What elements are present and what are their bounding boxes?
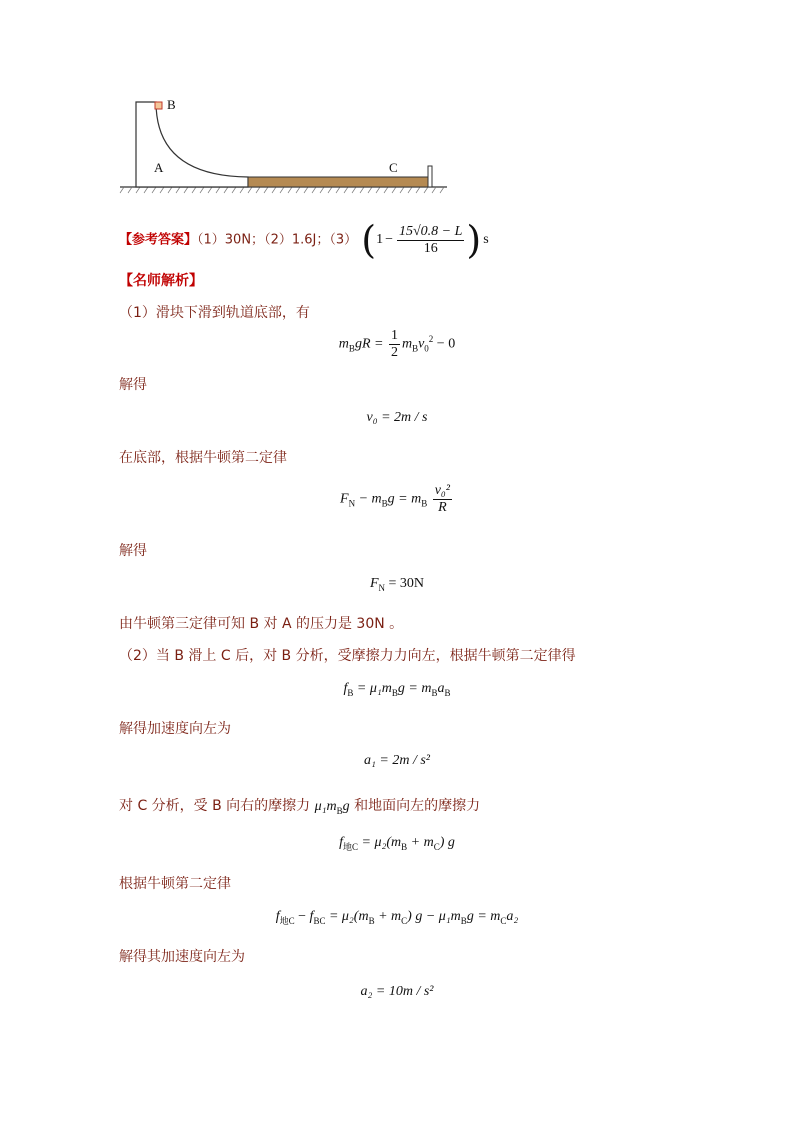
answer-part2: （2）1.6J； [264, 232, 330, 248]
eq3-f: F [340, 491, 349, 507]
eq3-fraction [433, 483, 452, 516]
analysis-c-pre: 对 C 分析，受 B 向右的摩擦力 [119, 798, 311, 814]
answer-part1: （1）30N； [197, 232, 265, 248]
eq1-v: v [418, 336, 425, 352]
equation-normal-force [0, 483, 794, 516]
answer-unit: s [483, 232, 489, 247]
fn-sub: N [378, 582, 386, 593]
answer-line [119, 218, 489, 262]
eq8-f2: f [309, 909, 314, 924]
eq8-bsub2: B [460, 915, 467, 926]
label-a: A [154, 160, 164, 175]
eq8-f1: f [275, 909, 280, 924]
eq8-csub: C [401, 915, 408, 926]
analysis-header: 【名师解析】 [119, 273, 203, 289]
eq1-v-sub: 0 [424, 343, 429, 354]
label-b: B [167, 97, 176, 112]
equation-c-newton: $f_{地C} - f_{BC} = \mu_2(m_B + m_C) g - \mu_1m_Bg = m_Ca_2$ [275, 909, 519, 926]
equation-friction-b [0, 681, 794, 698]
analysis-p1: （1）滑块下滑到轨道底部，有 [119, 305, 310, 321]
answer-fraction [397, 224, 464, 257]
eq1-den: 2 [390, 345, 398, 360]
fn-eq: = [388, 576, 397, 591]
eq8-tail3: g = m [466, 909, 501, 924]
eq8-f2sub: BC [313, 915, 326, 926]
eq7-f: f [339, 835, 343, 850]
expr-minus: − [385, 232, 393, 247]
eq8-tail4: a₂ [506, 909, 519, 924]
solve-4: 解得其加速度向左为 [119, 949, 245, 965]
equation-energy [0, 328, 794, 361]
answer-header: 【参考答案】 [119, 232, 198, 248]
answer-part3: （3） [329, 232, 358, 248]
eq8-text: = μ₂(m [328, 909, 369, 924]
eq5-sub2: B [431, 687, 438, 698]
eq3-mid: − m [358, 491, 382, 507]
expr-numerator: 15√0.8 − L [399, 223, 463, 239]
analysis-p2: （2）当 B 滑上 C 后，对 B 分析，受摩擦力力向左，根据牛顿第二定律得 [119, 648, 576, 664]
eq1-rest: gR = [354, 336, 384, 352]
eq7-b: B [401, 841, 408, 852]
inline-friction [315, 799, 350, 814]
eq5-f: f [343, 681, 348, 696]
eq5-mid: g = m [397, 681, 432, 696]
eq1-m: m [338, 336, 349, 352]
eq1-fraction [389, 328, 400, 361]
eq1-v-sup: 2 [428, 334, 434, 345]
eq3-bsub: B [421, 498, 428, 509]
solve-2: 解得 [119, 543, 147, 559]
eq8-f1sub: 地C [279, 915, 295, 926]
eq5-a: a [437, 681, 445, 696]
eq8-csub2: C [500, 915, 507, 926]
expr-denominator: 16 [423, 240, 438, 256]
equation-v0: v₀ = 2m / s [366, 410, 428, 425]
left-paren: ( [361, 218, 377, 262]
eq3-den: R [438, 500, 447, 515]
eq8-tail: + m [378, 909, 402, 924]
eq1-sub: B [348, 343, 355, 354]
eq7-rest: = μ₂(m [361, 835, 402, 850]
inline-sub: B [336, 805, 343, 816]
solve-1: 解得 [119, 377, 147, 393]
equation-fn-value [0, 576, 794, 593]
eq5-asub: B [444, 687, 451, 698]
eq8-tail2: ) g − μ₁m [407, 909, 461, 924]
answer-expression [361, 218, 488, 262]
eq3-msub: B [381, 498, 388, 509]
eq5-fsub: B [347, 687, 354, 698]
eq7-end: ) g [439, 835, 455, 850]
eq5-text: = μ₁m [356, 681, 392, 696]
analysis-c [119, 795, 480, 816]
inline-g: g [342, 799, 350, 814]
eq3-g: g = m [387, 491, 422, 507]
eq7-fsub: 地C [342, 841, 358, 852]
expr-one: 1 [376, 232, 384, 247]
right-paren: ) [466, 218, 482, 262]
analysis-third-law: 由牛顿第三定律可知 B 对 A 的压力是 30N 。 [119, 616, 404, 632]
eq1-tail-sub: B [412, 343, 419, 354]
fn-letter: F [369, 576, 379, 591]
equation-a2: a₂ = 10m / s² [360, 984, 434, 999]
eq1-num: 1 [390, 328, 398, 343]
analysis-c-post: 和地面向左的摩擦力 [354, 798, 481, 814]
eq7-plus: + m [410, 835, 434, 850]
inline-mu: μ₁m [314, 799, 337, 814]
eq8-bsub: B [368, 915, 375, 926]
eq5-sub: B [391, 687, 398, 698]
equation-ground-friction [0, 835, 794, 853]
fn-value: 30N [399, 576, 425, 591]
eq7-c: C [433, 841, 440, 852]
eq1-end: − 0 [436, 336, 456, 352]
equation-a1: a₁ = 2m / s² [364, 753, 430, 768]
solve-3: 解得加速度向左为 [119, 721, 231, 737]
eq3-fsub: N [348, 498, 356, 509]
eq3-num: v₀² [434, 483, 450, 498]
eq1-tail: m [401, 336, 413, 352]
analysis-newton: 根据牛顿第二定律 [119, 876, 231, 892]
label-c: C [389, 160, 398, 175]
analysis-bottom: 在底部，根据牛顿第二定律 [119, 450, 287, 466]
